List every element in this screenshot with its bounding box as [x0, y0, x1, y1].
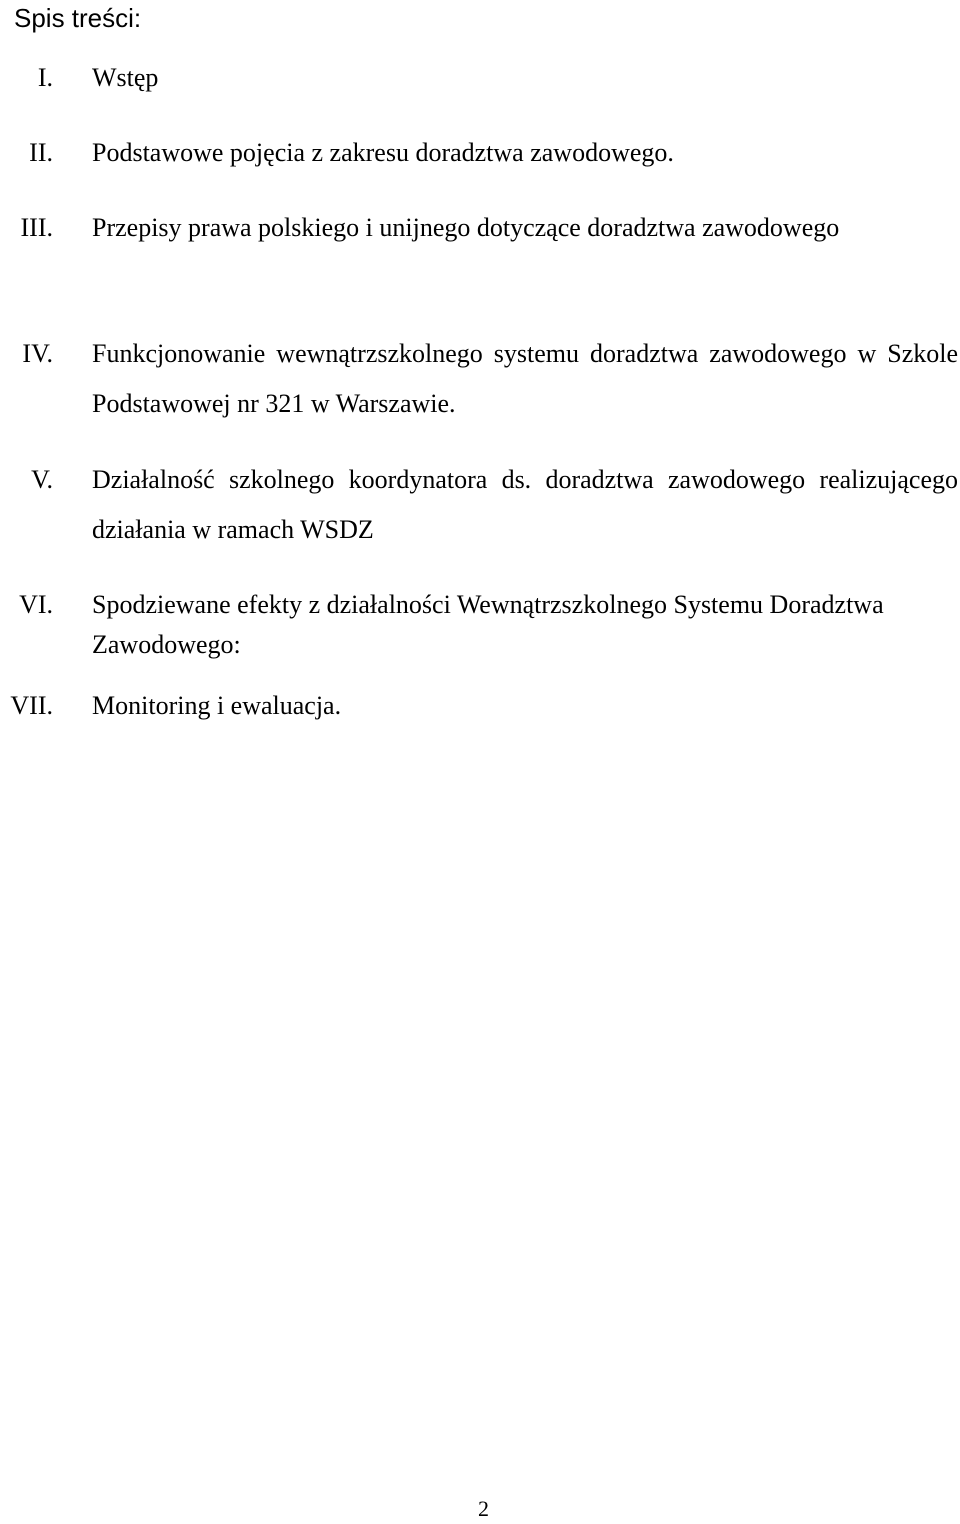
toc-entry-number: VI. — [19, 590, 53, 619]
toc-entry-text: Działalność szkolnego koordynatora ds. doradztwa zawodowego realizującego działania w ramach WSDZ — [92, 465, 958, 544]
toc-entry-number: IV. — [22, 339, 53, 368]
toc-title: Spis treści: — [14, 3, 142, 33]
page-number: 2 — [478, 1496, 489, 1521]
toc-entry-text: Podstawowe pojęcia z zakresu doradztwa zawodowego. — [92, 138, 674, 167]
toc-entry-number: I. — [37, 63, 53, 92]
toc-entry-number: II. — [29, 138, 53, 167]
toc-entry-text: Spodziewane efekty z działalności Wewnątrzszkolnego Systemu Doradztwa Zawodowego: — [92, 590, 884, 659]
toc-entry-text: Funkcjonowanie wewnątrzszkolnego systemu doradztwa zawodowego w Szkole Podstawowej nr 321 w Warszawie. — [92, 339, 958, 418]
toc-entry-text: Wstęp — [92, 63, 159, 92]
toc-entry-number: VII. — [10, 691, 53, 720]
toc-entry-text: Przepisy prawa polskiego i unijnego dotyczące doradztwa zawodowego — [92, 213, 840, 242]
toc-entry-number: V. — [31, 465, 53, 494]
toc-entry-number: III. — [20, 213, 53, 242]
toc-entry-text: Monitoring i ewaluacja. — [92, 691, 342, 720]
